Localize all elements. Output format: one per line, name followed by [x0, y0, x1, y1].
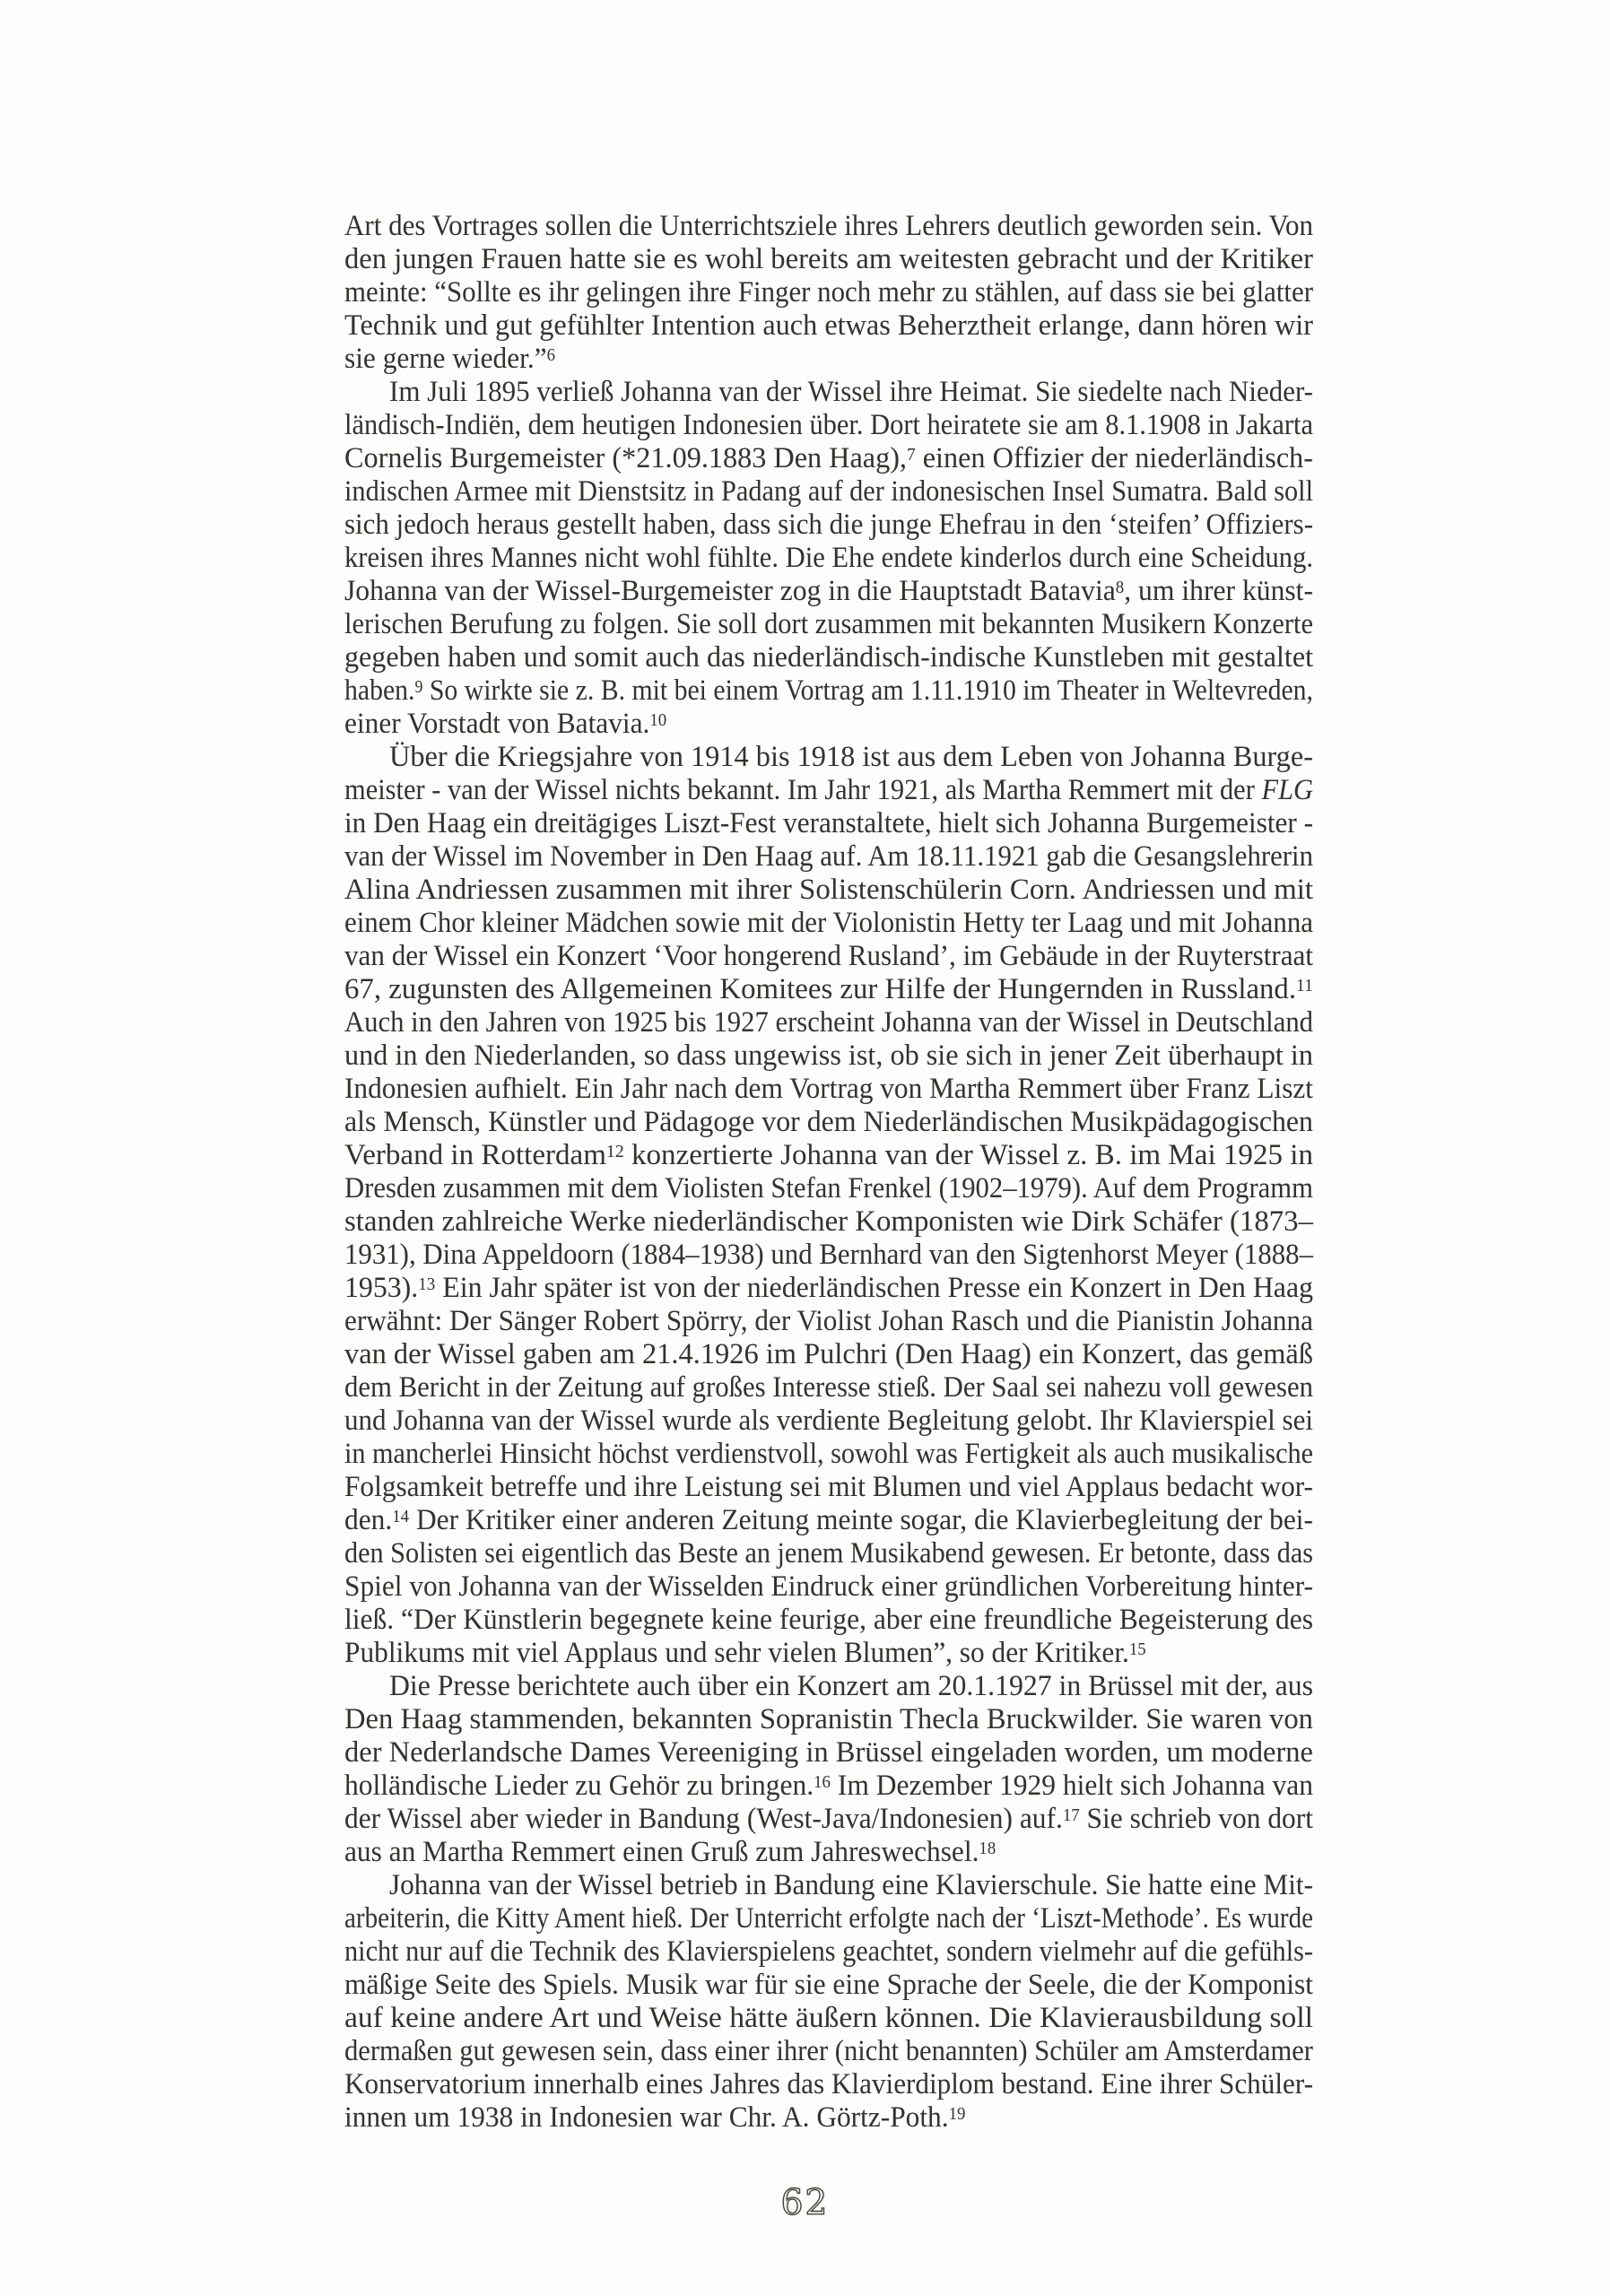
text-line: Johanna van der Wissel-Burgemeister zog in die Hauptstadt Batavia$^8$, um ihrer künst- [344, 575, 1313, 607]
text-line: kreisen ihres Mannes nicht wohl fühlte. Die Ehe endete kinderlos durch eine Scheidung. [344, 542, 1313, 574]
paragraph [344, 741, 1313, 1670]
text-line: Folgsamkeit betreffe und ihre Leistung sei mit Blumen und viel Applaus bedacht wor- [344, 1471, 1313, 1503]
text-line: Konservatorium innerhalb eines Jahres das Klavierdiplom bestand. Eine ihrer Schüler- [344, 2068, 1313, 2100]
text-line: Auch in den Jahren von 1925 bis 1927 erscheint Johanna van der Wissel in Deutschland [344, 1006, 1313, 1039]
footnote-ref: 19 [948, 2103, 966, 2124]
text-line: standen zahlreiche Werke niederländischer Komponisten wie Dirk Schäfer (1873– [344, 1205, 1313, 1238]
text-line: einer Vorstadt von Batavia.$^{10}$ [344, 708, 667, 740]
text-line: van der Wissel im November in Den Haag auf. Am 18.11.1921 gab die Gesangslehrerin [344, 840, 1313, 873]
text-line: mäßige Seite des Spiels. Musik war für sie eine Sprache der Seele, die der Komponist [344, 1969, 1313, 2001]
text-line: Johanna van der Wissel betrieb in Bandung eine Klavierschule. Sie hatte eine Mit- [389, 1869, 1313, 1901]
text-line: Im Juli 1895 verließ Johanna van der Wissel ihre Heimat. Sie siedelte nach Nieder- [389, 376, 1313, 408]
text-line: innen um 1938 in Indonesien war Chr. A. Görtz-Poth.$^{19}$ [344, 2101, 966, 2134]
text-line: Die Presse berichtete auch über ein Konzert am 20.1.1927 in Brüssel mit der, aus [389, 1670, 1313, 1702]
text-line: auf keine andere Art und Weise hätte äußern können. Die Klavierausbildung soll [344, 2002, 1313, 2034]
text-line: 1931), Dina Appeldoorn (1884–1938) und Bernhard van den Sigtenhorst Meyer (1888– [344, 1239, 1313, 1271]
footnote-ref: 14 [392, 1506, 410, 1526]
text-line: van der Wissel gaben am 21.4.1926 im Pulchri (Den Haag) ein Konzert, das gemäß [344, 1338, 1313, 1370]
text-line: dem Bericht in der Zeitung auf großes Interesse stieß. Der Saal sei nahezu voll gewesen [344, 1371, 1313, 1404]
text-line: den Solisten sei eigentlich das Beste an jenem Musikabend gewesen. Er betonte, dass das [344, 1537, 1313, 1570]
text-line: indischen Armee mit Dienstsitz in Padang auf der indonesischen Insel Sumatra. Bald soll [344, 475, 1313, 508]
footnote-ref: 15 [1128, 1639, 1146, 1659]
footnote-ref: 11 [1296, 975, 1313, 996]
text-line: Spiel von Johanna van der Wisselden Eindruck einer gründlichen Vorbereitung hinter- [344, 1570, 1313, 1603]
text-line: meinte: “Sollte es ihr gelingen ihre Finger noch mehr zu stählen, auf dass sie bei glatter [344, 276, 1313, 309]
footnote-ref: 17 [1062, 1805, 1080, 1825]
text-line: erwähnt: Der Sänger Robert Spörry, der Violist Johan Rasch und die Pianistin Johanna [344, 1305, 1313, 1337]
text-line: Technik und gut gefühlter Intention auch etwas Beherztheit erlange, dann hören wir [344, 309, 1313, 342]
footnote-ref: 10 [649, 709, 667, 730]
text-line: den jungen Frauen hatte sie es wohl bereits am weitesten gebracht und der Kritiker [344, 243, 1313, 275]
page-number: 62 [780, 2183, 830, 2223]
text-line: den.$^{14}$ Der Kritiker einer anderen Zeitung meinte sogar, die Klavierbegleitung der bei- [344, 1504, 1313, 1536]
text-line: in Den Haag ein dreitägiges Liszt-Fest veranstaltete, hielt sich Johanna Burgemeister - [344, 807, 1313, 839]
paragraph [344, 376, 1313, 741]
footnote-ref: 12 [605, 1141, 624, 1161]
text-line: haben.$^9$ So wirkte sie z. B. mit bei einem Vortrag am 1.11.1910 im Theater in Weltevreden, [344, 674, 1313, 707]
text-line: einem Chor kleiner Mädchen sowie mit der Violonistin Hetty ter Laag und mit Johanna [344, 907, 1313, 939]
text-line: aus an Martha Remmert einen Gruß zum Jahreswechsel.$^{18}$ [344, 1836, 996, 1868]
footnote-ref: 8 [1115, 577, 1125, 597]
text-line: Publikums mit viel Applaus und sehr vielen Blumen”, so der Kritiker.$^{15}$ [344, 1637, 1146, 1669]
text-line: arbeiterin, die Kitty Ament hieß. Der Unterricht erfolgte nach der ‘Liszt-Methode’. Es wurde [344, 1902, 1313, 1935]
text-line: Cornelis Burgemeister (*21.09.1883 Den Haag),$^7$ einen Offizier der niederländisch- [344, 442, 1313, 474]
text-line: in mancherlei Hinsicht höchst verdienstvoll, sowohl was Fertigkeit als auch musikalische [344, 1438, 1313, 1470]
text-line: Verband in Rotterdam$^{12}$ konzertierte Johanna van der Wissel z. B. im Mai 1925 in [344, 1139, 1313, 1171]
text-line: der Wissel aber wieder in Bandung (West-Java/Indonesien) auf.$^{17}$ Sie schrieb von dort [344, 1803, 1313, 1835]
text-line: meister - van der Wissel nichts bekannt. Im Jahr 1921, als Martha Remmert mit der FLG [344, 774, 1313, 806]
text-line: 67, zugunsten des Allgemeinen Komitees zur Hilfe der Hungernden in Russland.$^{11}$ [344, 973, 1313, 1005]
paragraph [344, 210, 1313, 376]
text-line: und in den Niederlanden, so dass ungewiss ist, ob sie sich in jener Zeit überhaupt in [344, 1039, 1313, 1072]
footnote-ref: 18 [979, 1838, 996, 1858]
footnote-ref: 6 [546, 344, 556, 365]
text-line: Über die Kriegsjahre von 1914 bis 1918 ist aus dem Leben von Johanna Burge- [389, 741, 1313, 773]
footnote-ref: 13 [418, 1274, 436, 1294]
text-line: Dresden zusammen mit dem Violisten Stefan Frenkel (1902–1979). Auf dem Programm [344, 1172, 1313, 1205]
footnote-ref: 7 [906, 444, 916, 465]
text-line: ländisch-Indiën, dem heutigen Indonesien über. Dort heiratete sie am 8.1.1908 in Jakarta [344, 409, 1313, 441]
text-line: holländische Lieder zu Gehör zu bringen.$^{16}$ Im Dezember 1929 hielt sich Johanna van [344, 1770, 1313, 1802]
text-line: lerischen Berufung zu folgen. Sie soll dort zusammen mit bekannten Musikern Konzerte [344, 608, 1313, 640]
text-line: ließ. “Der Künstlerin begegnete keine feurige, aber eine freundliche Begeisterung des [344, 1604, 1313, 1636]
body-text-block [344, 210, 1313, 2135]
text-line: und Johanna van der Wissel wurde als verdiente Begleitung gelobt. Ihr Klavierspiel sei [344, 1405, 1313, 1437]
text-line: Alina Andriessen zusammen mit ihrer Solistenschülerin Corn. Andriessen und mit [344, 874, 1313, 906]
text-line: Indonesien aufhielt. Ein Jahr nach dem Vortrag von Martha Remmert über Franz Liszt [344, 1073, 1313, 1105]
text-line: nicht nur auf die Technik des Klavierspielens geachtet, sondern vielmehr auf die gefühls- [344, 1935, 1313, 1968]
text-line: als Mensch, Künstler und Pädagoge vor dem Niederländischen Musikpädagogischen [344, 1106, 1313, 1138]
text-line: sich jedoch heraus gestellt haben, dass sich die junge Ehefrau in den ‘steifen’ Offiziers- [344, 509, 1313, 541]
text-line: Art des Vortrages sollen die Unterrichtsziele ihres Lehrers deutlich geworden sein. Von [344, 210, 1313, 242]
paragraph [344, 1670, 1313, 1869]
text-line: dermaßen gut gewesen sein, dass einer ihrer (nicht benannten) Schüler am Amsterdamer [344, 2035, 1313, 2067]
text-line: 1953).$^{13}$ Ein Jahr später ist von der niederländischen Presse ein Konzert in Den Haag [344, 1272, 1313, 1304]
text-line: van der Wissel ein Konzert ‘Voor hongerend Rusland’, im Gebäude in der Ruyterstraat [344, 940, 1313, 972]
text-line: gegeben haben und somit auch das niederländisch-indische Kunstleben mit gestaltet [344, 641, 1313, 674]
text-line: der Nederlandsche Dames Vereeniging in Brüssel eingeladen worden, um moderne [344, 1736, 1313, 1769]
italic-text: FLG [1261, 774, 1313, 806]
text-line: Den Haag stammenden, bekannten Sopranistin Thecla Bruckwilder. Sie waren von [344, 1703, 1313, 1735]
footnote-ref: 16 [814, 1771, 831, 1792]
text-line: sie gerne wieder.”$^6$ [344, 343, 556, 375]
paragraph [344, 1869, 1313, 2135]
footnote-ref: 9 [414, 676, 423, 697]
